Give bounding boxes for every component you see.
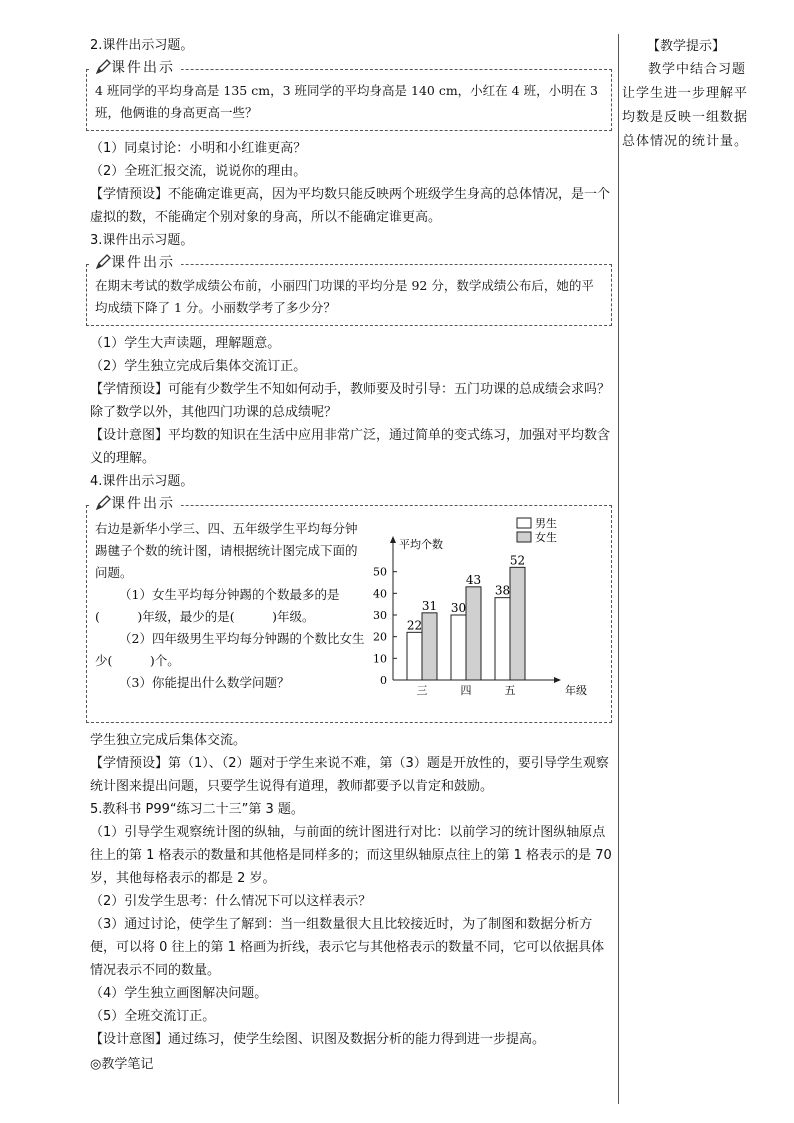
x-axis-label: 年级 (565, 684, 587, 697)
item4-title: 4.课件出示习题。 (90, 474, 194, 489)
item4-after: 学生独立完成后集体交流。 (90, 733, 247, 748)
item2-preset (86, 183, 612, 229)
item2-title: 2.课件出示习题。 (90, 38, 194, 53)
pencil-icon (95, 495, 111, 511)
preset-text: 第（1）、（2）题对于学生来说不难，第（3）题是开放性的，要引导学生观察统计图来提出问题，只要学生说得有道理，教师都要予以肯定和鼓励。 (90, 756, 609, 794)
x-tick-label: 五 (504, 684, 516, 697)
pencil-icon (95, 59, 111, 75)
design-tag: 【设计意图】 (90, 428, 169, 443)
design-text: 平均数的知识在生活中应用非常广泛，通过简单的变式练习，加强对平均数含义的理解。 (90, 428, 611, 466)
y-tick-label: 20 (373, 630, 387, 644)
x-tick-label: 四 (460, 684, 472, 697)
x-tick-label: 三 (416, 684, 428, 697)
y-tick-label: 30 (373, 609, 387, 622)
sidebar-title: 【教学提示】 (646, 39, 725, 54)
item5-q1: （1）引导学生观察统计图的纵轴，与前面的统计图进行对比：以前学习的统计图纵轴原点往上的第 1 格表示的数量和其他格是同样多的；而这里纵轴原点往上的第 1 格表示的是 70 岁，其他每格表示的都是 2 岁。 (90, 825, 612, 886)
preset-tag: 【学情预设】 (90, 756, 169, 771)
bar-value-label: 31 (421, 598, 438, 613)
exercise-box-3 (86, 255, 612, 326)
teaching-notes: ◎教学笔记 (90, 1057, 154, 1072)
legend-label: 男生 (535, 517, 557, 530)
bar-girls (422, 613, 437, 680)
item4-preset (86, 752, 612, 798)
exercise-text: 在期末考试的数学成绩公布前，小丽四门功课的平均分是 92 分，数学成绩公布后，她的平均成绩下降了 1 分。小丽数学考了多少分？ (95, 278, 594, 315)
legend-swatch (517, 532, 531, 542)
y-tick-label: 0 (380, 674, 387, 687)
legend-label: 女生 (535, 531, 557, 544)
box-label: 课件出示 (111, 496, 175, 512)
item3-design (86, 424, 612, 470)
box-header (91, 493, 181, 513)
item2-q2: （2）全班汇报交流，说说你的理由。 (90, 164, 307, 179)
preset-tag: 【学情预设】 (90, 187, 169, 202)
question-column (95, 518, 365, 694)
question-3: （3）你能提出什么数学问题？ (119, 675, 290, 690)
box-label: 课件出示 (111, 255, 175, 271)
pencil-icon (95, 254, 111, 270)
item2-q1: （1）同桌讨论：小明和小红谁更高？ (90, 141, 307, 156)
question-2: （2）四年级男生平均每分钟踢的个数比女生少( )个。 (95, 631, 365, 668)
y-tick-label: 10 (373, 652, 387, 666)
item5-q5: （5）全班交流订正。 (90, 1009, 216, 1024)
x-axis-arrow (554, 677, 561, 683)
preset-text: 可能有少数学生不知如何动手，教师要及时引导：五门功课的总成绩会求吗？除了数学以外，其他四门功课的总成绩呢？ (90, 382, 611, 420)
bar-boys (495, 598, 510, 680)
design-text: 通过练习，使学生绘图、识图及数据分析的能力得到进一步提高。 (168, 1032, 546, 1047)
bar-girls (466, 587, 481, 680)
item5-q2: （2）引发学生思考：什么情况下可以这样表示？ (90, 894, 372, 909)
legend-swatch (517, 518, 531, 528)
y-tick-label: 50 (373, 565, 387, 579)
bar-boys (451, 615, 466, 680)
bar-value-label: 43 (465, 572, 482, 587)
y-axis-label: 平均个数 (399, 538, 443, 551)
bar-value-label: 22 (406, 618, 423, 633)
box-header (91, 57, 181, 77)
bar-value-label: 30 (450, 601, 467, 615)
item3-title: 3.课件出示习题。 (90, 233, 194, 248)
sidebar-text: 教学中结合习题让学生进一步理解平均数是反映一组数据总体情况的统计量。 (622, 62, 749, 149)
question-intro: 右边是新华小学三、四、五年级学生平均每分钟踢毽子个数的统计图，请根据统计图完成下面的问题。 (95, 521, 358, 580)
y-axis-arrow (390, 536, 396, 543)
exercise-text: 4 班同学的平均身高是 135 cm，3 班同学的平均身高是 140 cm，小红在 4 班，小明在 3 班，他俩谁的身高更高一些？ (95, 83, 598, 120)
design-tag: 【设计意图】 (90, 1032, 169, 1047)
item5-q3: （3）通过讨论，使学生了解到：当一组数量很大且比较接近时，为了制图和数据分析方便，可以将 0 往上的第 1 格画为折线，表示它与其他格表示的数量不同，它可以依据具体情况表示不同的数量。 (90, 917, 605, 978)
column-divider (618, 34, 619, 1104)
box-header (91, 252, 181, 272)
item5-title: 5.教科书 P99“练习二十三”第 3 题。 (90, 802, 304, 817)
bar-boys (407, 632, 422, 680)
sidebar (622, 36, 750, 154)
preset-text: 不能确定谁更高，因为平均数只能反映两个班级学生身高的总体情况，是一个虚拟的数，不能确定个别对象的身高，所以不能确定谁更高。 (90, 187, 611, 225)
exercise-box-2 (86, 60, 612, 131)
bar-value-label: 38 (494, 583, 511, 598)
question-1: （1）女生平均每分钟踢的个数最多的是( )年级，最少的是( )年级。 (95, 587, 340, 624)
bar-girls (510, 567, 525, 680)
preset-tag: 【学情预设】 (90, 382, 169, 397)
item5-q4: （4）学生独立画图解决问题。 (90, 986, 268, 1001)
box-label: 课件出示 (111, 60, 175, 76)
item3-preset (86, 378, 612, 424)
bar-value-label: 52 (509, 553, 526, 568)
exercise-box-4 (86, 496, 612, 723)
item5-design (86, 1028, 612, 1051)
main-content (86, 34, 612, 1076)
bar-chart (359, 512, 597, 708)
y-tick-label: 40 (373, 587, 387, 601)
item3-q2: （2）学生独立完成后集体交流订正。 (90, 359, 307, 374)
item3-q1: （1）学生大声读题，理解题意。 (90, 336, 281, 351)
